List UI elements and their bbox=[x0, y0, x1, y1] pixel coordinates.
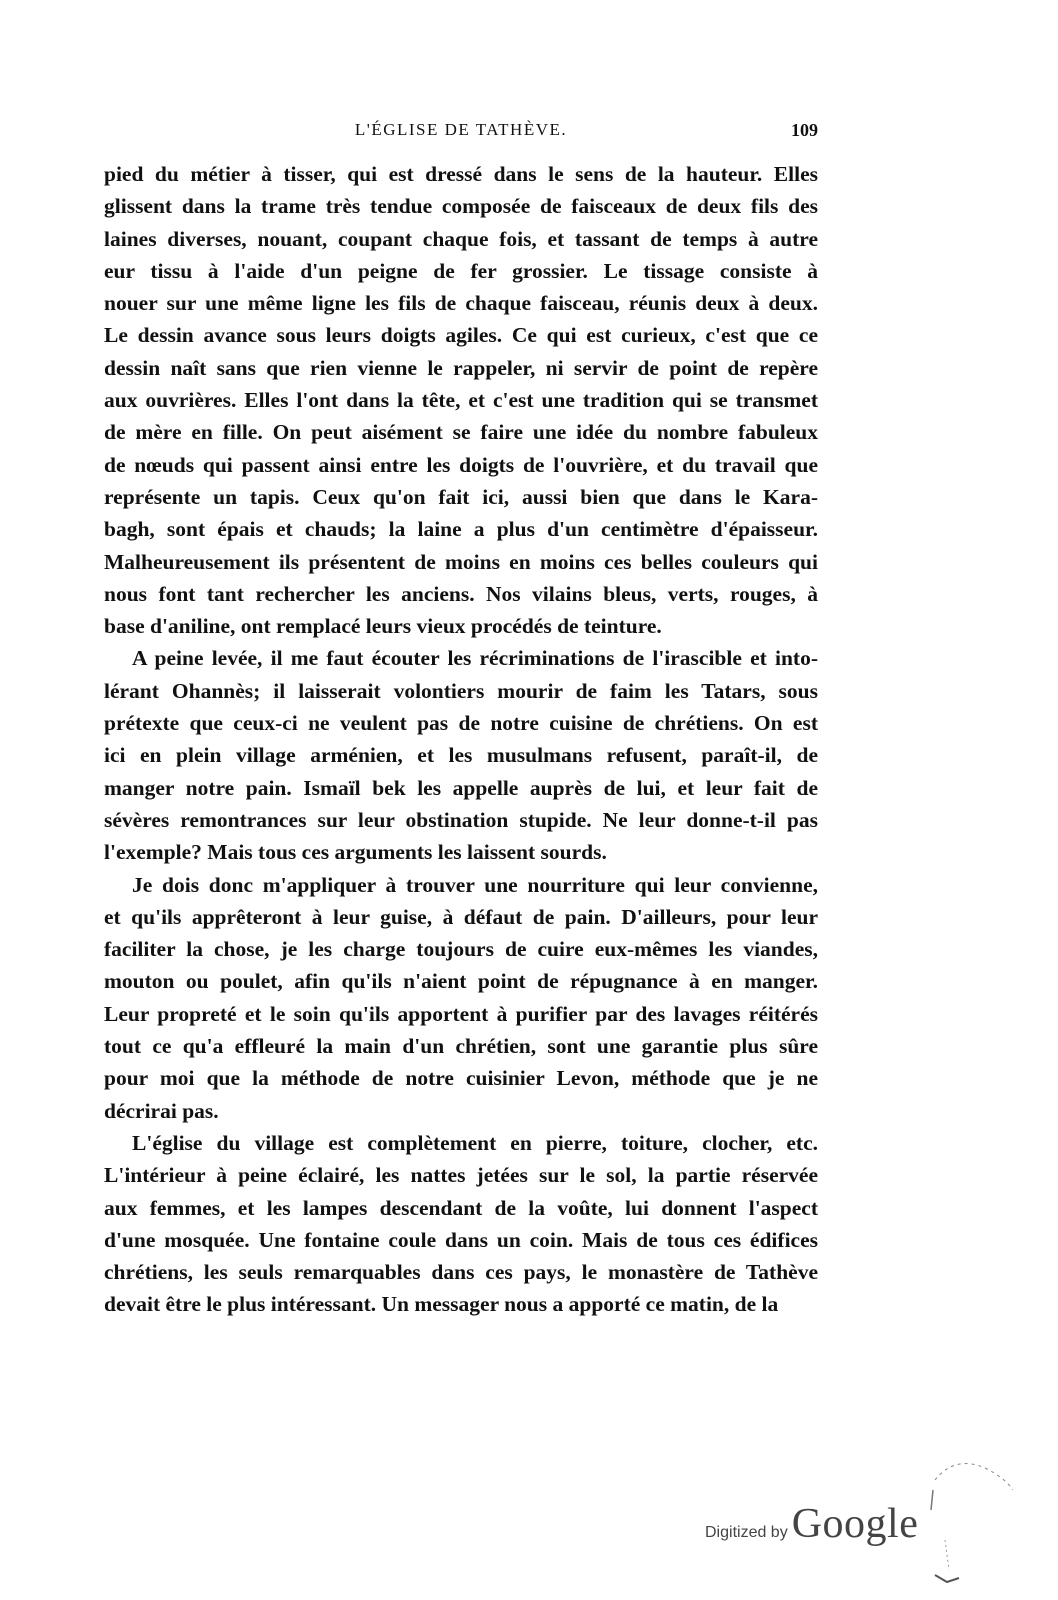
text-line: décrirai pas. bbox=[104, 1098, 219, 1123]
watermark-brand-logo: Google bbox=[791, 1501, 919, 1547]
text-line: et qu'ils apprêteront à leur guise, à défaut de pain. D'ailleurs, pour leur bbox=[104, 904, 818, 929]
text-line: dessin naît sans que rien vienne le rappeler, ni servir de point de repère bbox=[104, 355, 818, 380]
text-line: aux ouvrières. Elles l'ont dans la tête, et c'est une tradition qui se transmet bbox=[104, 388, 818, 413]
text-line: prétexte que ceux-ci ne veulent pas de notre cuisine de chrétiens. On est bbox=[104, 711, 818, 736]
text-line: laines diverses, nouant, coupant chaque fois, et tassant de temps à autre bbox=[104, 226, 818, 251]
text-line: de nœuds qui passent ainsi entre les doigts de l'ouvrière, et du travail que bbox=[104, 452, 818, 477]
scan-smudge-mark bbox=[925, 1450, 1015, 1590]
text-line: chrétiens, les seuls remarquables dans ces pays, le monastère de Tathève bbox=[104, 1260, 818, 1285]
page-number: 109 bbox=[791, 120, 818, 140]
text-line: devait être le plus intéressant. Un messager nous a apporté ce matin, de la bbox=[104, 1292, 779, 1317]
text-line: Le dessin avance sous leurs doigts agiles. Ce qui est curieux, c'est que ce bbox=[104, 323, 818, 348]
running-header bbox=[104, 120, 818, 144]
text-line: nouer sur une même ligne les fils de chaque faisceau, réunis deux à deux. bbox=[104, 291, 818, 316]
text-line: l'exemple? Mais tous ces arguments les laissent sourds. bbox=[104, 840, 607, 865]
running-title: L'ÉGLISE DE TATHÈVE. bbox=[354, 120, 568, 139]
text-line: mouton ou poulet, afin qu'ils n'aient point de répugnance à en manger. bbox=[104, 969, 818, 994]
text-line: faciliter la chose, je les charge toujours de cuire eux-mêmes les viandes, bbox=[104, 937, 818, 962]
text-line: aux femmes, et les lampes descendant de la voûte, lui donnent l'aspect bbox=[104, 1195, 818, 1220]
text-line: ici en plein village arménien, et les musulmans refusent, paraît-il, de bbox=[104, 743, 818, 768]
body-text bbox=[104, 158, 818, 1321]
text-line: Leur propreté et le soin qu'ils apportent à purifier par des lavages réitérés bbox=[104, 1001, 818, 1026]
watermark-prefix: Digitized by bbox=[705, 1524, 788, 1541]
text-line: de mère en fille. On peut aisément se faire une idée du nombre fabuleux bbox=[104, 420, 818, 445]
text-line: base d'aniline, ont remplacé leurs vieux procédés de teinture. bbox=[104, 614, 662, 639]
text-line: L'église du village est complètement en pierre, toiture, clocher, etc. bbox=[132, 1130, 818, 1155]
text-line: nous font tant rechercher les anciens. Nos vilains bleus, verts, rouges, à bbox=[104, 581, 818, 606]
text-line: glissent dans la trame très tendue composée de faisceaux de deux fils des bbox=[104, 194, 818, 219]
digitized-watermark bbox=[705, 1500, 918, 1550]
text-line: représente un tapis. Ceux qu'on fait ici, aussi bien que dans le Kara- bbox=[104, 484, 818, 509]
text-line: bagh, sont épais et chauds; la laine a plus d'un centimètre d'épaisseur. bbox=[104, 517, 818, 542]
text-line: lérant Ohannès; il laisserait volontiers mourir de faim les Tatars, sous bbox=[104, 678, 818, 703]
text-line: tout ce qu'a effleuré la main d'un chrétien, sont une garantie plus sûre bbox=[104, 1034, 818, 1059]
text-line: manger notre pain. Ismaïl bek les appelle auprès de lui, et leur fait de bbox=[104, 775, 818, 800]
text-line: pour moi que la méthode de notre cuisinier Levon, méthode que je ne bbox=[104, 1066, 818, 1091]
text-line: d'une mosquée. Une fontaine coule dans un coin. Mais de tous ces édifices bbox=[104, 1227, 818, 1252]
text-line: sévères remontrances sur leur obstination stupide. Ne leur donne-t-il pas bbox=[104, 807, 818, 832]
text-line: pied du métier à tisser, qui est dressé dans le sens de la hauteur. Elles bbox=[104, 162, 818, 186]
text-line: Je dois donc m'appliquer à trouver une nourriture qui leur convienne, bbox=[132, 872, 818, 897]
text-line: eur tissu à l'aide d'un peigne de fer grossier. Le tissage consiste à bbox=[104, 258, 818, 283]
text-line: Malheureusement ils présentent de moins en moins ces belles couleurs qui bbox=[104, 549, 818, 574]
text-line: A peine levée, il me faut écouter les récriminations de l'irascible et into- bbox=[132, 646, 818, 671]
text-line: L'intérieur à peine éclairé, les nattes jetées sur le sol, la partie réservée bbox=[104, 1163, 818, 1188]
